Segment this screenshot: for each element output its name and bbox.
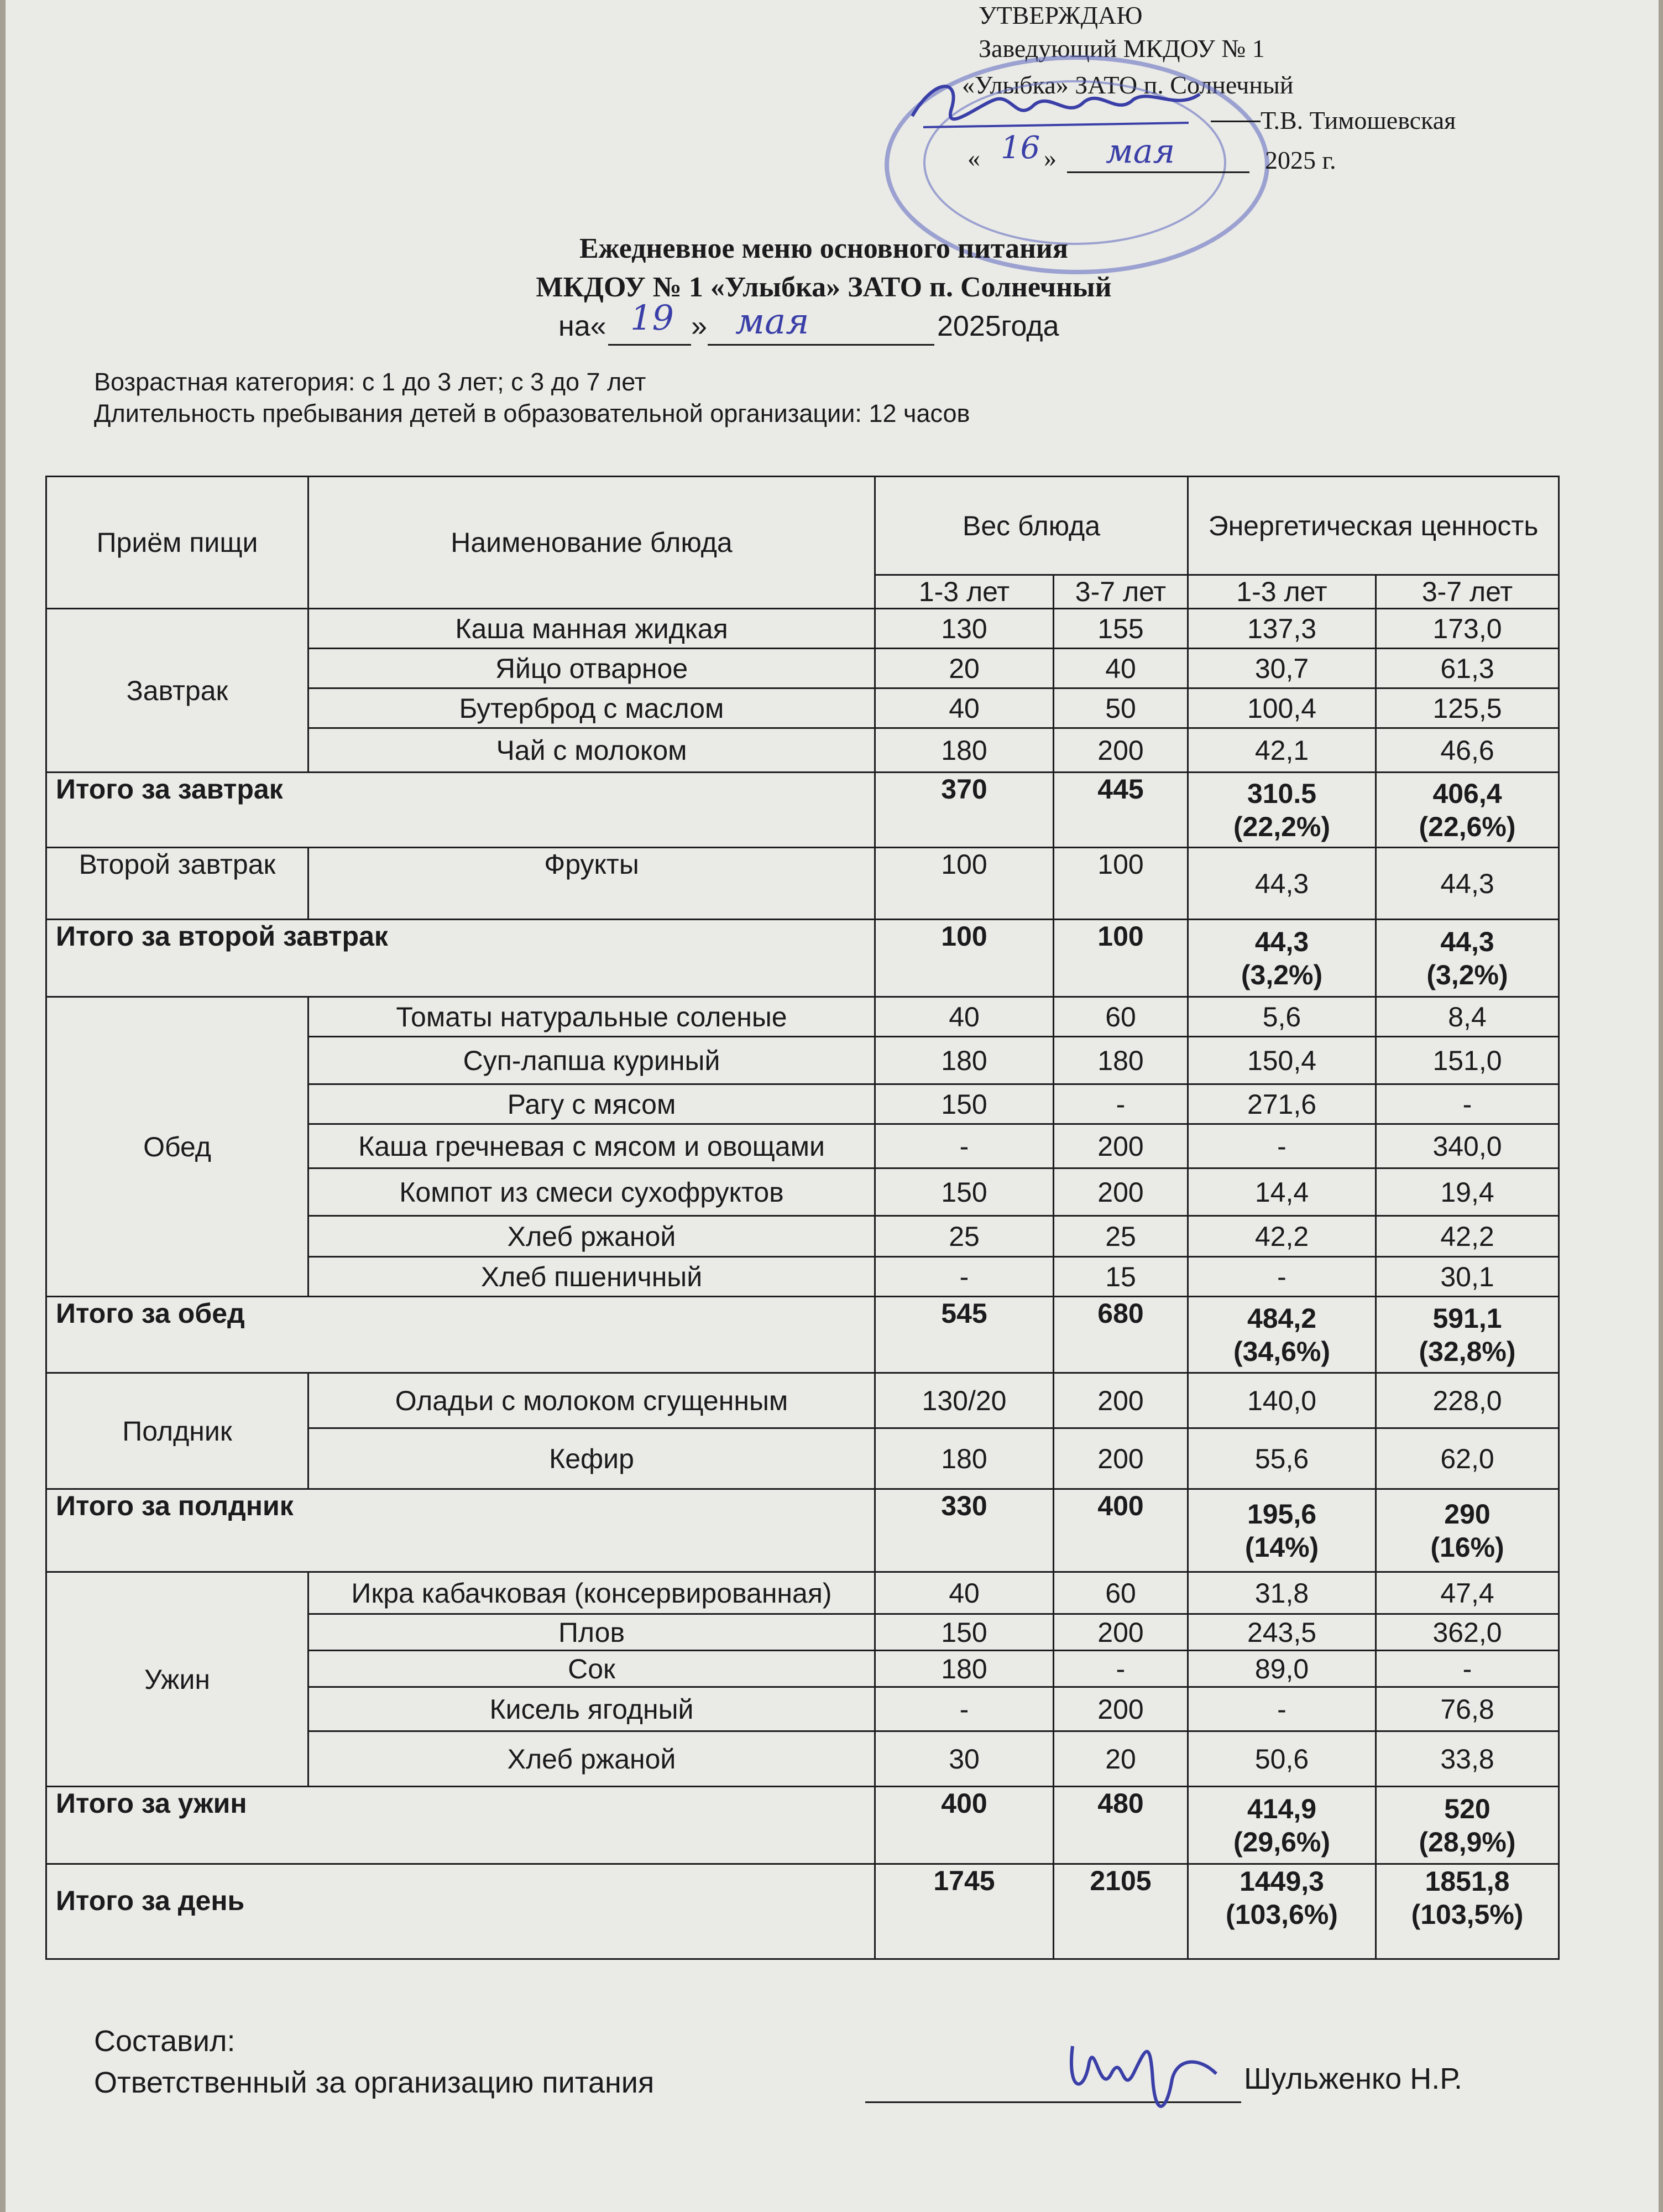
total-row — [46, 1489, 1559, 1572]
total-energy-value: 484,2 — [1247, 1302, 1317, 1334]
total-energy-percent: (28,9%) — [1419, 1826, 1516, 1858]
total-energy-percent: (3,2%) — [1426, 959, 1508, 990]
total-energy-1-3 — [1188, 1489, 1376, 1572]
total-energy-value: 290 — [1444, 1498, 1491, 1530]
energy-3-7-cell: 340,0 — [1376, 1124, 1559, 1168]
energy-1-3-cell: 42,1 — [1188, 728, 1376, 773]
compiled-label: Составил: — [94, 2025, 236, 2058]
day-total-weight-3-7: 2105 — [1054, 1864, 1188, 1959]
table-row — [46, 997, 1559, 1037]
total-weight-1-3: 370 — [875, 773, 1054, 848]
responsible-name: Шульженко Н.Р. — [1244, 2062, 1463, 2095]
total-energy-value: 44,3 — [1254, 926, 1309, 957]
energy-1-3-cell: 42,2 — [1188, 1216, 1376, 1257]
weight-1-3-cell: 150 — [875, 1614, 1054, 1651]
total-weight-3-7: 100 — [1054, 920, 1188, 997]
energy-3-7-cell: 228,0 — [1376, 1373, 1559, 1428]
meal-snack: Полдник — [46, 1373, 308, 1489]
weight-3-7-cell: 60 — [1054, 997, 1188, 1037]
document-page — [6, 0, 1659, 2212]
title-date-month: мая — [735, 301, 809, 342]
weight-3-7-cell: 200 — [1054, 1687, 1188, 1731]
dish-cell: Яйцо отварное — [308, 649, 875, 688]
table-row — [46, 609, 1559, 649]
header-weight-1-3: 1-3 лет — [875, 575, 1054, 609]
weight-3-7-cell: 15 — [1054, 1257, 1188, 1297]
total-energy-percent: (103,6%) — [1226, 1899, 1338, 1930]
dish-cell: Рагу с мясом — [308, 1084, 875, 1124]
total-energy-3-7 — [1376, 1489, 1559, 1572]
energy-1-3-cell: 271,6 — [1188, 1084, 1376, 1124]
total-energy-value: 406,4 — [1432, 778, 1502, 809]
day-total-label: Итого за день — [46, 1864, 875, 1959]
total-energy-percent: (32,8%) — [1419, 1335, 1516, 1367]
energy-1-3-cell: 50,6 — [1188, 1731, 1376, 1787]
total-label: Итого за ужин — [46, 1787, 875, 1864]
energy-3-7-cell: 44,3 — [1376, 848, 1559, 920]
total-energy-percent: (29,6%) — [1233, 1826, 1331, 1858]
weight-1-3-cell: 180 — [875, 1428, 1054, 1489]
approval-date-year: 2025 г. — [1265, 146, 1336, 174]
header-weight: Вес блюда — [875, 477, 1188, 575]
total-energy-1-3 — [1188, 1297, 1376, 1373]
energy-3-7-cell: 30,1 — [1376, 1257, 1559, 1297]
energy-1-3-cell: 243,5 — [1188, 1614, 1376, 1651]
weight-3-7-cell: 200 — [1054, 1428, 1188, 1489]
total-energy-value: 591,1 — [1432, 1302, 1502, 1334]
dish-cell: Оладьи с молоком сгущенным — [308, 1373, 875, 1428]
weight-3-7-cell: 20 — [1054, 1731, 1188, 1787]
dish-cell: Кисель ягодный — [308, 1687, 875, 1731]
energy-3-7-cell: 362,0 — [1376, 1614, 1559, 1651]
age-category: Возрастная категория: с 1 до 3 лет; с 3 до 7 лет — [94, 368, 646, 396]
energy-1-3-cell: 89,0 — [1188, 1651, 1376, 1687]
meal-lunch: Обед — [46, 997, 308, 1297]
energy-1-3-cell: 137,3 — [1188, 609, 1376, 649]
dish-cell: Компот из смеси сухофруктов — [308, 1168, 875, 1216]
weight-3-7-cell: 155 — [1054, 609, 1188, 649]
total-energy-1-3 — [1188, 1787, 1376, 1864]
weight-1-3-cell: 180 — [875, 1651, 1054, 1687]
energy-3-7-cell: 62,0 — [1376, 1428, 1559, 1489]
weight-1-3-cell: 180 — [875, 1037, 1054, 1084]
title-date-day: 19 — [630, 298, 674, 338]
energy-1-3-cell: 31,8 — [1188, 1572, 1376, 1614]
energy-1-3-cell: 140,0 — [1188, 1373, 1376, 1428]
approval-date-month: мая — [1106, 132, 1175, 171]
dish-cell: Плов — [308, 1614, 875, 1651]
title-date-prefix: на« — [558, 310, 606, 342]
header-weight-3-7: 3-7 лет — [1054, 575, 1188, 609]
weight-3-7-cell: 200 — [1054, 1373, 1188, 1428]
day-total-energy-3-7 — [1376, 1864, 1559, 1959]
weight-3-7-cell: 50 — [1054, 688, 1188, 728]
dish-cell: Сок — [308, 1651, 875, 1687]
weight-1-3-cell: 40 — [875, 1572, 1054, 1614]
energy-1-3-cell: - — [1188, 1687, 1376, 1731]
energy-3-7-cell: 151,0 — [1376, 1037, 1559, 1084]
energy-1-3-cell: 5,6 — [1188, 997, 1376, 1037]
total-weight-1-3: 100 — [875, 920, 1054, 997]
total-label: Итого за завтрак — [46, 773, 875, 848]
weight-3-7-cell: 25 — [1054, 1216, 1188, 1257]
total-energy-percent: (16%) — [1430, 1531, 1504, 1563]
total-energy-value: 520 — [1444, 1793, 1491, 1824]
dish-cell: Хлеб ржаной — [308, 1731, 875, 1787]
approval-date-line — [1067, 171, 1249, 173]
day-total-energy-1-3 — [1188, 1864, 1376, 1959]
total-energy-percent: (34,6%) — [1233, 1335, 1331, 1367]
header-energy: Энергетическая ценность — [1188, 477, 1559, 575]
energy-3-7-cell: 19,4 — [1376, 1168, 1559, 1216]
menu-table — [45, 476, 1560, 1960]
weight-3-7-cell: 40 — [1054, 649, 1188, 688]
weight-3-7-cell: 100 — [1054, 848, 1188, 920]
total-energy-3-7 — [1376, 773, 1559, 848]
dish-cell: Икра кабачковая (консервированная) — [308, 1572, 875, 1614]
weight-1-3-cell: 40 — [875, 997, 1054, 1037]
total-weight-3-7: 400 — [1054, 1489, 1188, 1572]
title-date-month-line — [708, 344, 934, 346]
total-energy-1-3 — [1188, 920, 1376, 997]
total-weight-1-3: 400 — [875, 1787, 1054, 1864]
total-row — [46, 920, 1559, 997]
weight-1-3-cell: 150 — [875, 1084, 1054, 1124]
energy-3-7-cell: 33,8 — [1376, 1731, 1559, 1787]
weight-1-3-cell: - — [875, 1257, 1054, 1297]
approval-date-day: 16 — [1001, 130, 1040, 166]
day-total-row — [46, 1864, 1559, 1959]
total-weight-3-7: 480 — [1054, 1787, 1188, 1864]
dish-cell: Суп-лапша куриный — [308, 1037, 875, 1084]
signature-line — [1211, 121, 1261, 122]
energy-3-7-cell: 8,4 — [1376, 997, 1559, 1037]
title-date-mid: » — [691, 310, 707, 342]
weight-1-3-cell: 20 — [875, 649, 1054, 688]
energy-3-7-cell: - — [1376, 1084, 1559, 1124]
title-date-suffix: 2025года — [937, 310, 1059, 342]
total-weight-1-3: 545 — [875, 1297, 1054, 1373]
dish-cell: Томаты натуральные соленые — [308, 997, 875, 1037]
total-row — [46, 1297, 1559, 1373]
meal-dinner: Ужин — [46, 1572, 308, 1787]
total-energy-value: 1851,8 — [1425, 1866, 1510, 1897]
energy-1-3-cell: 14,4 — [1188, 1168, 1376, 1216]
weight-3-7-cell: 200 — [1054, 1124, 1188, 1168]
header-energy-3-7: 3-7 лет — [1376, 575, 1559, 609]
meal-second-breakfast: Второй завтрак — [46, 848, 308, 920]
meal-breakfast: Завтрак — [46, 609, 308, 773]
weight-1-3-cell: 100 — [875, 848, 1054, 920]
energy-3-7-cell: 173,0 — [1376, 609, 1559, 649]
energy-3-7-cell: 61,3 — [1376, 649, 1559, 688]
weight-1-3-cell: 25 — [875, 1216, 1054, 1257]
responsible-label: Ответственный за организацию питания — [94, 2066, 655, 2099]
weight-1-3-cell: 130 — [875, 609, 1054, 649]
page-subtitle: МКДОУ № 1 «Улыбка» ЗАТО п. Солнечный — [536, 272, 1112, 303]
total-row — [46, 773, 1559, 848]
weight-3-7-cell: - — [1054, 1651, 1188, 1687]
total-energy-percent: (22,2%) — [1233, 811, 1331, 842]
weight-3-7-cell: 200 — [1054, 1168, 1188, 1216]
dish-cell: Кефир — [308, 1428, 875, 1489]
stay-duration: Длительность пребывания детей в образовательной организации: 12 часов — [94, 399, 970, 427]
total-energy-3-7 — [1376, 920, 1559, 997]
weight-1-3-cell: 130/20 — [875, 1373, 1054, 1428]
total-weight-3-7: 445 — [1054, 773, 1188, 848]
dish-cell: Хлеб пшеничный — [308, 1257, 875, 1297]
header-dish: Наименование блюда — [308, 477, 875, 609]
energy-1-3-cell: 44,3 — [1188, 848, 1376, 920]
weight-1-3-cell: 30 — [875, 1731, 1054, 1787]
weight-1-3-cell: 180 — [875, 728, 1054, 773]
energy-1-3-cell: 150,4 — [1188, 1037, 1376, 1084]
total-label: Итого за полдник — [46, 1489, 875, 1572]
approval-date-open: « — [968, 144, 980, 172]
header-meal: Приём пищи — [46, 477, 308, 609]
weight-3-7-cell: 200 — [1054, 728, 1188, 773]
total-label: Итого за второй завтрак — [46, 920, 875, 997]
total-energy-percent: (3,2%) — [1241, 959, 1323, 990]
energy-3-7-cell: 125,5 — [1376, 688, 1559, 728]
total-label: Итого за обед — [46, 1297, 875, 1373]
energy-3-7-cell: 42,2 — [1376, 1216, 1559, 1257]
energy-3-7-cell: 46,6 — [1376, 728, 1559, 773]
header-energy-1-3: 1-3 лет — [1188, 575, 1376, 609]
dish-cell: Каша манная жидкая — [308, 609, 875, 649]
total-energy-percent: (103,5%) — [1411, 1899, 1524, 1930]
energy-3-7-cell: 47,4 — [1376, 1572, 1559, 1614]
energy-1-3-cell: 30,7 — [1188, 649, 1376, 688]
total-row — [46, 1787, 1559, 1864]
weight-3-7-cell: - — [1054, 1084, 1188, 1124]
energy-1-3-cell: - — [1188, 1124, 1376, 1168]
approval-line1: УТВЕРЖДАЮ — [979, 1, 1143, 29]
total-energy-3-7 — [1376, 1787, 1559, 1864]
total-energy-percent: (14%) — [1244, 1531, 1319, 1563]
weight-3-7-cell: 200 — [1054, 1614, 1188, 1651]
approval-date-mid: » — [1044, 144, 1057, 172]
energy-1-3-cell: 100,4 — [1188, 688, 1376, 728]
total-energy-3-7 — [1376, 1297, 1559, 1373]
total-weight-3-7: 680 — [1054, 1297, 1188, 1373]
table-row — [46, 1373, 1559, 1428]
title-date-day-line — [608, 344, 691, 346]
energy-3-7-cell: - — [1376, 1651, 1559, 1687]
dish-cell: Хлеб ржаной — [308, 1216, 875, 1257]
total-energy-percent: (22,6%) — [1419, 811, 1516, 842]
energy-1-3-cell: 55,6 — [1188, 1428, 1376, 1489]
weight-1-3-cell: - — [875, 1124, 1054, 1168]
approval-line2: Заведующий МКДОУ № 1 — [979, 34, 1265, 62]
weight-1-3-cell: - — [875, 1687, 1054, 1731]
page-title: Ежедневное меню основного питания — [579, 233, 1069, 264]
responsible-signature-icon — [1056, 2013, 1222, 2124]
approval-line3: «Улыбка» ЗАТО п. Солнечный — [962, 71, 1294, 99]
total-energy-value: 414,9 — [1247, 1793, 1317, 1824]
total-energy-value: 1449,3 — [1240, 1866, 1324, 1897]
total-energy-value: 310.5 — [1247, 778, 1317, 809]
dish-cell: Каша гречневая с мясом и овощами — [308, 1124, 875, 1168]
total-energy-value: 195,6 — [1247, 1498, 1317, 1530]
total-energy-value: 44,3 — [1440, 926, 1494, 957]
weight-3-7-cell: 60 — [1054, 1572, 1188, 1614]
total-weight-1-3: 330 — [875, 1489, 1054, 1572]
table-row — [46, 848, 1559, 920]
weight-1-3-cell: 40 — [875, 688, 1054, 728]
energy-1-3-cell: - — [1188, 1257, 1376, 1297]
table-row — [46, 1572, 1559, 1614]
approval-line4: Т.В. Тимошевская — [1261, 106, 1456, 134]
weight-1-3-cell: 150 — [875, 1168, 1054, 1216]
day-total-weight-1-3: 1745 — [875, 1864, 1054, 1959]
energy-3-7-cell: 76,8 — [1376, 1687, 1559, 1731]
weight-3-7-cell: 180 — [1054, 1037, 1188, 1084]
dish-cell: Чай с молоком — [308, 728, 875, 773]
dish-cell: Фрукты — [308, 848, 875, 920]
dish-cell: Бутерброд с маслом — [308, 688, 875, 728]
total-energy-1-3 — [1188, 773, 1376, 848]
